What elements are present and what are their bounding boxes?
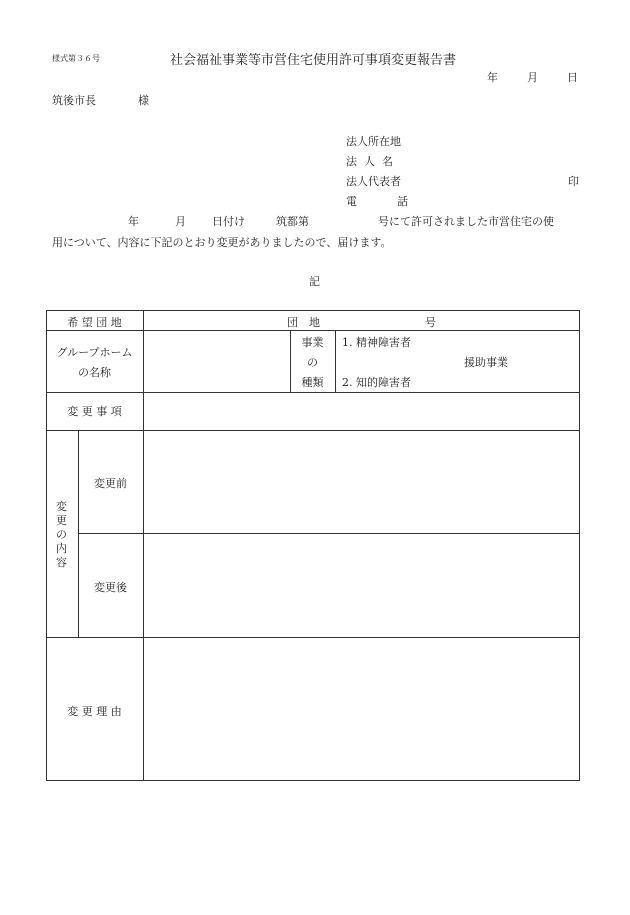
table-rule-col-business-right	[335, 330, 336, 392]
body-dated: 日付け	[212, 215, 245, 228]
change-content-label: 変更の内容	[56, 500, 67, 569]
business-type-label-2: の	[307, 356, 318, 369]
body-line-2: 用について、内容に下記のとおり変更がありましたので、届けます。	[52, 236, 392, 249]
ki-heading: 記	[309, 275, 320, 288]
business-option-1: 1. 精神障害者	[342, 336, 411, 349]
body-line-1-rest: 号にて許可されました市営住宅の使	[378, 215, 554, 228]
after-change-label: 変更後	[94, 581, 127, 594]
business-type-label-3: 種類	[301, 376, 324, 389]
table-rule-row-2	[46, 392, 580, 393]
business-type-label-1: 事業	[301, 336, 324, 349]
change-reason-label: 変 更 理 由	[67, 705, 122, 718]
document-title: 社会福祉事業等市営住宅使用許可事項変更報告書	[170, 53, 457, 68]
table-rule-row-4	[46, 637, 580, 638]
table-rule-row-1	[46, 330, 580, 331]
complex-label: 団 地	[287, 316, 320, 329]
group-home-label-line-2: の名称	[78, 366, 111, 379]
body-year: 年	[128, 215, 139, 228]
date-day-label: 日	[567, 71, 578, 84]
support-business-label: 援助事業	[464, 356, 508, 369]
table-rule-col-main	[143, 310, 144, 781]
before-change-label: 変更前	[94, 477, 127, 490]
table-rule-col-content	[78, 430, 79, 637]
form-number: 様式第３６号	[52, 54, 100, 63]
corporation-representative-label: 法人代表者	[346, 175, 401, 188]
date-month-label: 月	[527, 71, 538, 84]
corporation-name-label: 法人名	[346, 155, 400, 168]
addressee-honorific: 様	[138, 94, 149, 107]
business-option-2: 2. 知的障害者	[342, 376, 411, 389]
change-items-label: 変 更 事 項	[67, 405, 122, 418]
phone-label-part-2: 話	[397, 195, 408, 208]
table-rule-before-after	[78, 533, 580, 534]
body-reference-prefix: 筑都第	[276, 215, 309, 228]
group-home-label-line-1: グループホーム	[56, 346, 133, 359]
seal-mark: 印	[568, 175, 579, 188]
date-year-label: 年	[487, 71, 498, 84]
phone-label-part-1: 電	[346, 195, 357, 208]
corporation-address-label: 法人所在地	[346, 135, 401, 148]
addressee-name: 筑後市長	[52, 94, 96, 107]
desired-complex-label: 希 望 団 地	[67, 316, 122, 329]
body-month: 月	[175, 215, 186, 228]
unit-number-label: 号	[425, 316, 436, 329]
table-rule-row-3	[46, 430, 580, 431]
